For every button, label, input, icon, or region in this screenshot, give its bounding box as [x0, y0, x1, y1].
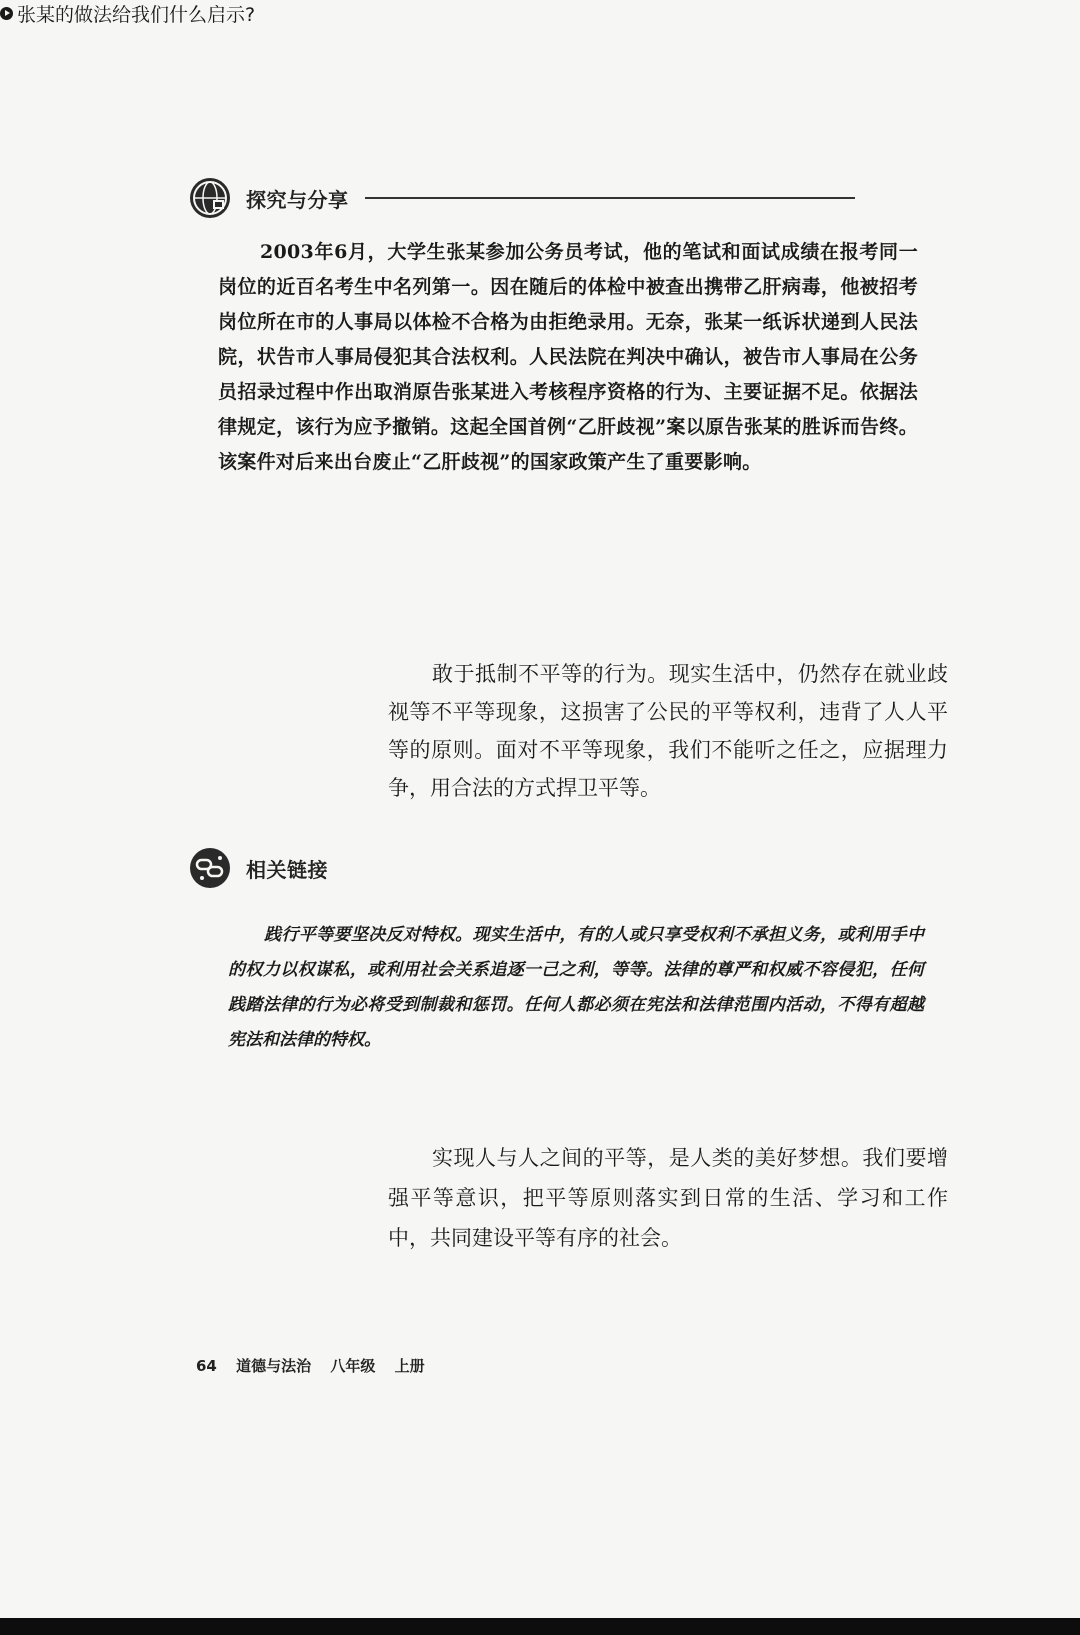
explore-share-header	[190, 178, 855, 218]
volume-label: 上册	[394, 1357, 425, 1375]
explore-globe-icon	[190, 178, 230, 218]
links-chain-icon	[190, 848, 230, 888]
page-footer	[196, 1355, 439, 1376]
book-title: 道德与法治	[236, 1357, 312, 1375]
section-title: 相关链接	[246, 857, 328, 882]
related-links-paragraph: 践行平等要坚决反对特权。现实生活中，有的人或只享受权利不承担义务，或利用手中的权力以权谋私，或利用社会关系追逐一己之利，等等。法律的尊严和权威不容侵犯，任何践踏法律的行为必将受到制裁和惩罚。任何人都必须在宪法和法律范围内活动，不得有超越宪法和法律的特权。	[228, 925, 924, 1050]
scan-bottom-edge	[0, 1618, 1080, 1635]
discussion-question	[0, 0, 1080, 27]
grade-label: 八年级	[330, 1357, 376, 1375]
play-bullet-icon	[0, 7, 13, 20]
related-links-header	[190, 848, 328, 888]
page-number: 64	[196, 1357, 217, 1375]
case-story-paragraph: 2003年6月，大学生张某参加公务员考试，他的笔试和面试成绩在报考同一岗位的近百名考生中名列第一。因在随后的体检中被查出携带乙肝病毒，他被招考岗位所在市的人事局以体检不合格为由拒绝录用。无奈，张某一纸诉状递到人民法院，状告市人事局侵犯其合法权利。人民法院在判决中确认，被告市人事局在公务员招录过程中作出取消原告张某进入考核程序资格的行为、主要证据不足。依据法律规定，该行为应予撤销。这起全国首例“乙肝歧视”案以原告张某的胜诉而告终。该案件对后来出台废止“乙肝歧视”的国家政策产生了重要影响。	[218, 241, 918, 473]
question-text: 张某的做法给我们什么启示?	[17, 4, 256, 26]
section-title: 探究与分享	[246, 187, 349, 212]
header-rule	[365, 197, 855, 199]
conclusion-paragraph: 实现人与人之间的平等，是人类的美好梦想。我们要增强平等意识，把平等原则落实到日常的生活、学习和工作中，共同建设平等有序的社会。	[388, 1146, 948, 1250]
answer-paragraph: 敢于抵制不平等的行为。现实生活中，仍然存在就业歧视等不平等现象，这损害了公民的平等权利，违背了人人平等的原则。面对不平等现象，我们不能听之任之，应据理力争，用合法的方式捍卫平等。	[388, 662, 948, 800]
